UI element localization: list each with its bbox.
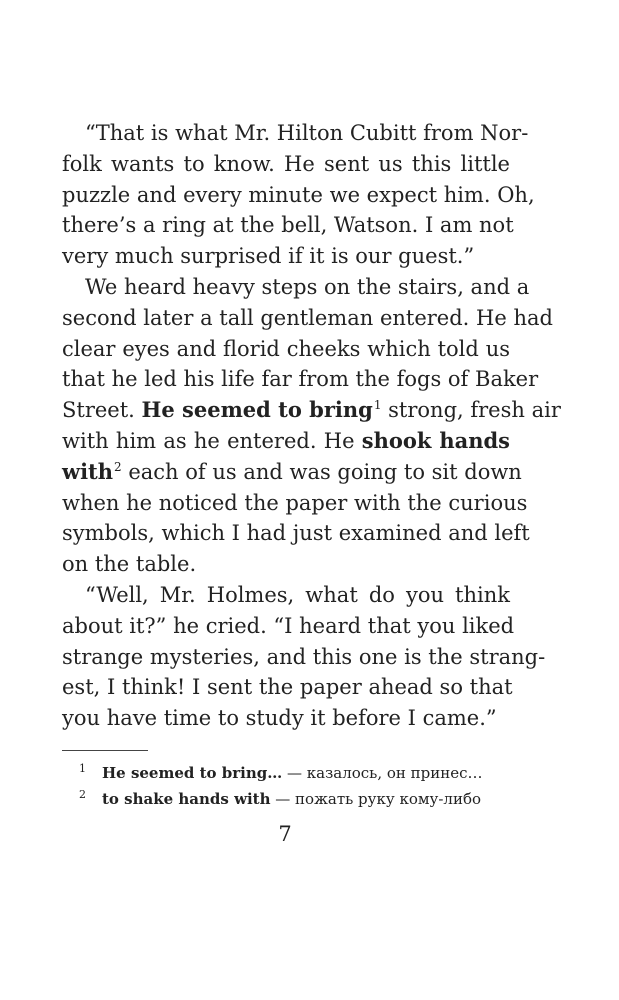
text-line: folk wants to know. He sent us this little xyxy=(62,151,510,176)
text-line: We heard heavy steps on the stairs, and a xyxy=(85,274,530,299)
text-line: when he noticed the paper with the curious xyxy=(62,490,528,515)
footnote-translation: — казалось, он принес… xyxy=(282,764,483,782)
text-line: about it?” he cried. “I heard that you liked xyxy=(62,613,515,638)
text-line: symbols, which I had just examined and left xyxy=(62,521,530,546)
text-line xyxy=(62,395,561,426)
text-segment: each of us and was going to sit down xyxy=(121,459,522,484)
text-line: on the table. xyxy=(62,552,197,577)
footnote-item xyxy=(62,760,510,786)
body-text xyxy=(62,118,561,734)
text-line xyxy=(62,426,510,457)
footnotes xyxy=(62,760,510,812)
text-line: est, I think! I sent the paper ahead so that xyxy=(62,675,513,700)
footnote-item xyxy=(62,786,510,812)
text-segment: with him as he entered. He xyxy=(62,428,362,453)
footnote-translation: — пожать руку кому-либо xyxy=(270,790,482,808)
text-line: clear eyes and florid cheeks which told us xyxy=(62,336,510,361)
footnote-term: He seemed to bring… xyxy=(102,764,283,782)
text-line: puzzle and every minute we expect him. Oh, xyxy=(62,182,535,207)
footnote-number: 1 xyxy=(79,762,86,775)
text-line: there’s a ring at the bell, Watson. I am not xyxy=(62,213,514,238)
text-line: very much surprised if it is our guest.” xyxy=(62,244,475,269)
text-line: strange mysteries, and this one is the strang- xyxy=(62,644,546,669)
footnote-term: to shake hands with xyxy=(102,790,271,808)
footnote-ref[interactable]: 1 xyxy=(373,398,382,413)
text-line xyxy=(62,457,522,488)
footnote-text xyxy=(102,760,483,786)
text-line: “Well, Mr. Holmes, what do you think xyxy=(85,582,510,607)
text-segment: Street. xyxy=(62,398,142,423)
text-line: you have time to study it before I came.” xyxy=(62,706,497,731)
glossed-phrase: shook hands xyxy=(361,427,510,453)
footnote-divider xyxy=(62,750,148,751)
footnote-number: 2 xyxy=(79,788,86,801)
footnote-text xyxy=(102,786,481,812)
text-line: second later a tall gentleman entered. He had xyxy=(62,305,553,330)
text-line: “That is what Mr. Hilton Cubitt from Nor- xyxy=(85,121,529,145)
glossed-phrase: with xyxy=(62,458,114,484)
text-line: that he led his life far from the fogs of Baker xyxy=(62,367,539,392)
page-number: 7 xyxy=(278,822,292,846)
glossed-phrase: He seemed to bring xyxy=(141,397,373,423)
text-segment: strong, fresh air xyxy=(381,398,561,423)
footnote-ref[interactable]: 2 xyxy=(114,459,122,474)
